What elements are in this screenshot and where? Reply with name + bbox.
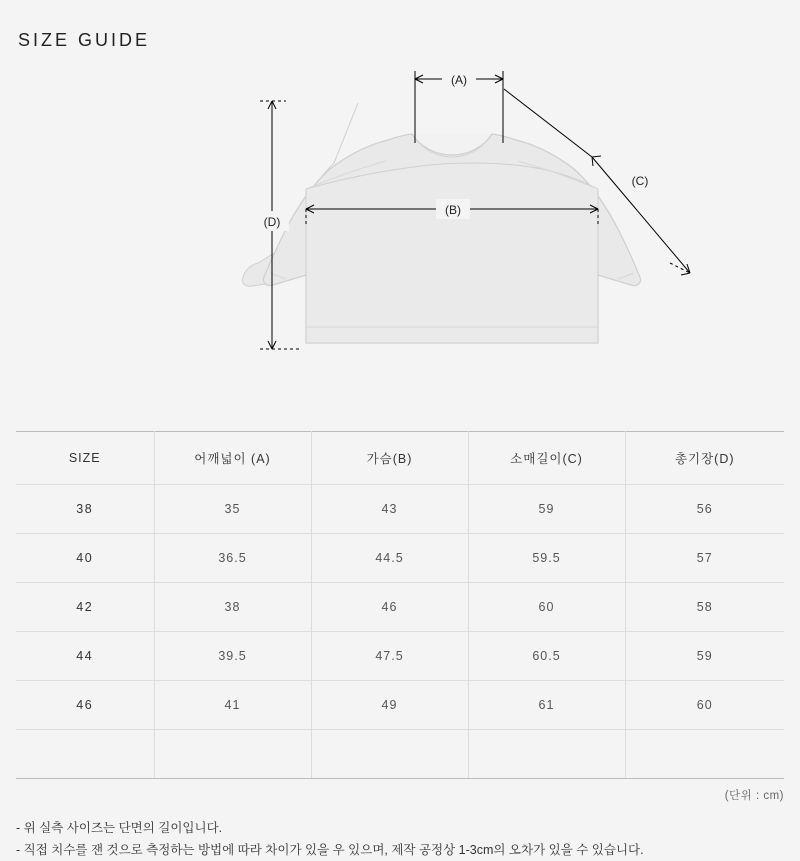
cell-length: 58 bbox=[625, 583, 784, 632]
garment-shape bbox=[243, 103, 641, 343]
cell-size bbox=[16, 730, 154, 779]
unit-note: (단위 : cm) bbox=[724, 790, 784, 802]
cell-sleeve: 60.5 bbox=[468, 632, 625, 681]
table-row bbox=[16, 681, 784, 730]
table-row bbox=[16, 730, 784, 779]
cell-chest: 44.5 bbox=[311, 534, 468, 583]
cell-length: 60 bbox=[625, 681, 784, 730]
label-c: (C) bbox=[631, 174, 649, 188]
header-size: SIZE bbox=[16, 432, 154, 485]
cell-length: 56 bbox=[625, 485, 784, 534]
cell-shoulder bbox=[154, 730, 311, 779]
label-d: (D) bbox=[263, 215, 281, 229]
table-header-row bbox=[16, 432, 784, 485]
cell-sleeve: 61 bbox=[468, 681, 625, 730]
cell-shoulder: 38 bbox=[154, 583, 311, 632]
header-shoulder: 어깨넓이 (A) bbox=[154, 432, 311, 485]
cell-length: 57 bbox=[625, 534, 784, 583]
cell-chest bbox=[311, 730, 468, 779]
page-title: SIZE GUIDE bbox=[18, 30, 151, 50]
cell-shoulder: 35 bbox=[154, 485, 311, 534]
garment-measurement-diagram bbox=[16, 51, 784, 421]
size-table-head bbox=[16, 432, 784, 485]
label-a: (A) bbox=[451, 73, 467, 87]
cell-shoulder: 41 bbox=[154, 681, 311, 730]
header-chest: 가슴(B) bbox=[311, 432, 468, 485]
header-length: 총기장(D) bbox=[625, 432, 784, 485]
header-sleeve: 소매길이(C) bbox=[468, 432, 625, 485]
table-row bbox=[16, 632, 784, 681]
table-row bbox=[16, 534, 784, 583]
footnotes bbox=[16, 817, 784, 861]
cell-size: 38 bbox=[16, 485, 154, 534]
cell-size: 40 bbox=[16, 534, 154, 583]
cell-shoulder: 39.5 bbox=[154, 632, 311, 681]
size-table-body bbox=[16, 485, 784, 779]
cell-chest: 47.5 bbox=[311, 632, 468, 681]
cell-chest: 43 bbox=[311, 485, 468, 534]
cell-size: 44 bbox=[16, 632, 154, 681]
cell-shoulder: 36.5 bbox=[154, 534, 311, 583]
label-b: (B) bbox=[445, 203, 461, 217]
table-row bbox=[16, 485, 784, 534]
cell-sleeve: 60 bbox=[468, 583, 625, 632]
cell-sleeve bbox=[468, 730, 625, 779]
cell-chest: 46 bbox=[311, 583, 468, 632]
cell-sleeve: 59.5 bbox=[468, 534, 625, 583]
cell-sleeve: 59 bbox=[468, 485, 625, 534]
footnote-1: - 위 실측 사이즈는 단면의 길이입니다. bbox=[16, 821, 223, 835]
cell-length: 59 bbox=[625, 632, 784, 681]
sweatshirt-diagram-svg bbox=[100, 51, 700, 381]
table-row bbox=[16, 583, 784, 632]
cell-size: 46 bbox=[16, 681, 154, 730]
cell-chest: 49 bbox=[311, 681, 468, 730]
cell-size: 42 bbox=[16, 583, 154, 632]
size-table bbox=[16, 431, 784, 779]
cell-length bbox=[625, 730, 784, 779]
footnote-2: - 직접 치수를 잰 것으로 측정하는 방법에 따라 차이가 있을 우 있으며, 제작 공정상 1-3cm의 오차가 있을 수 있습니다. bbox=[16, 843, 644, 857]
